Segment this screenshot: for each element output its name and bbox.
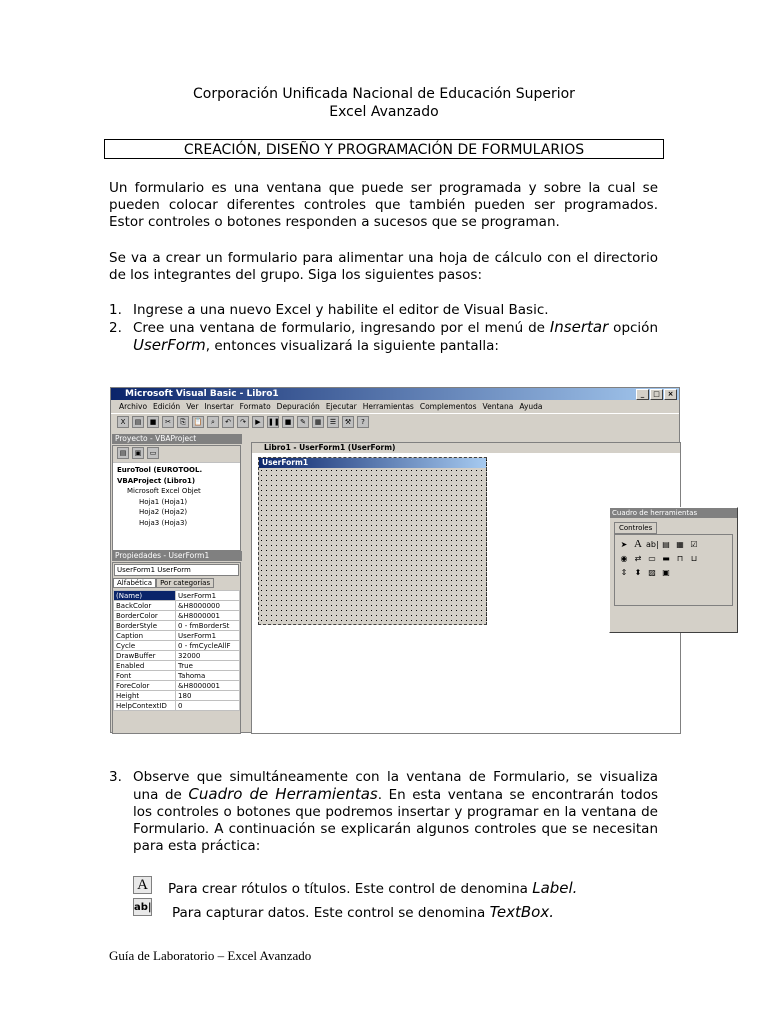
property-row[interactable] [114, 631, 240, 641]
find-icon[interactable]: ⌕ [207, 416, 219, 428]
property-row[interactable] [114, 661, 240, 671]
help-icon[interactable]: ? [357, 416, 369, 428]
property-row[interactable] [114, 591, 240, 601]
step-3-number: 3. [109, 769, 122, 785]
property-row[interactable] [114, 681, 240, 691]
menu-ver[interactable]: Ver [186, 402, 199, 411]
property-row[interactable] [114, 601, 240, 611]
menu-ayuda[interactable]: Ayuda [519, 402, 543, 411]
document-area [251, 442, 698, 734]
object-selector[interactable]: UserForm1 UserForm [114, 564, 239, 576]
toolbox-window [609, 507, 738, 633]
properties-window [112, 562, 241, 734]
property-name[interactable]: BackColor [114, 601, 176, 611]
tree-item[interactable]: Hoja2 (Hoja2) [139, 508, 188, 516]
tree-item[interactable]: Microsoft Excel Objet [127, 487, 201, 495]
vbe-toolbar [111, 413, 679, 429]
properties-table [113, 590, 240, 711]
design-icon[interactable]: ✎ [297, 416, 309, 428]
properties-icon[interactable]: ☰ [327, 416, 339, 428]
menu-archivo[interactable]: Archivo [119, 402, 148, 411]
project-explorer [112, 445, 241, 551]
intro-paragraph: Un formulario es una ventana que puede ser programada y sobre la cual se pueden colocar diferentes controles que también pueden ser programados. Estor controles o botones responden a sucesos que se programan. [109, 180, 658, 230]
property-value[interactable]: UserForm1 [176, 631, 240, 641]
view-object-icon[interactable]: ▣ [132, 447, 144, 459]
property-name[interactable]: Enabled [114, 661, 176, 671]
instructions-paragraph: Se va a crear un formulario para alimentar una hoja de cálculo con el directorio de los integrantes del grupo. Siga los siguientes pasos: [109, 250, 658, 283]
vbe-screenshot [110, 387, 698, 733]
tree-item[interactable]: Hoja3 (Hoja3) [139, 518, 188, 527]
undo-icon[interactable]: ↶ [222, 416, 234, 428]
textbox-control-description: Para capturar datos. Este control se denomina TextBox. [172, 903, 555, 921]
property-row[interactable] [114, 621, 240, 631]
section-title: CREACIÓN, DISEÑO Y PROGRAMACIÓN DE FORMULARIOS [104, 139, 664, 159]
redo-icon[interactable]: ↷ [237, 416, 249, 428]
minimize-icon[interactable]: _ [636, 389, 649, 400]
label-tool-icon[interactable]: A [634, 538, 642, 550]
spinbutton-tool-icon[interactable]: ⬍ [634, 568, 642, 577]
label-control-icon: A [133, 876, 152, 894]
multipage-tool-icon[interactable]: ⊔ [690, 554, 698, 563]
project-explorer-icon[interactable]: ▦ [312, 416, 324, 428]
step-2-number: 2. [109, 320, 122, 336]
property-row[interactable] [114, 611, 240, 621]
tabstrip-tool-icon[interactable]: ⊓ [676, 554, 684, 563]
property-name[interactable]: DrawBuffer [114, 651, 176, 661]
label-control-description: Para crear rótulos o títulos. Este control de denomina Label. [168, 879, 578, 897]
pause-icon[interactable]: ❚❚ [268, 417, 280, 426]
property-row[interactable] [114, 691, 240, 701]
step-2-text: Cree una ventana de formulario, ingresando por el menú de Insertar opción UserForm, entonces visualizará la siguiente pantalla: [133, 318, 658, 354]
menu-herramientas[interactable]: Herramientas [362, 402, 414, 411]
menu-insertar[interactable]: Insertar [204, 402, 234, 411]
save-icon[interactable]: ■ [147, 416, 159, 428]
tab-por-categorias[interactable]: Por categorías [156, 578, 214, 588]
pointer-icon[interactable]: ➤ [620, 540, 628, 549]
property-name[interactable]: (Name) [114, 591, 176, 601]
step-1-number: 1. [109, 302, 122, 318]
insert-icon[interactable]: ▤ [132, 416, 144, 428]
maximize-icon[interactable]: □ [650, 389, 663, 400]
course-title: Excel Avanzado [329, 104, 439, 120]
property-value[interactable]: 0 - fmBorderSt [176, 621, 240, 631]
property-value[interactable]: &H8000001 [176, 681, 240, 691]
refedit-tool-icon[interactable]: ▣ [662, 568, 670, 577]
vbe-title-bar: Microsoft Visual Basic - Libro1 _ □ × [111, 388, 679, 400]
togglebutton-tool-icon[interactable]: ⇄ [634, 554, 642, 563]
userform-title: UserForm1 [259, 458, 486, 468]
property-value[interactable]: 0 [176, 701, 240, 711]
combobox-tool-icon[interactable]: ▤ [662, 540, 670, 549]
optionbutton-tool-icon[interactable]: ◉ [620, 554, 628, 563]
folder-icon[interactable]: ▭ [147, 447, 159, 459]
property-value[interactable]: UserForm1 [176, 591, 240, 601]
cut-icon[interactable]: ✂ [162, 416, 174, 428]
properties-pane-title: Propiedades - UserForm1 [112, 551, 242, 561]
step-3-text: Observe que simultáneamente con la ventana de Formulario, se visualiza una de Cuadro de Herramientas. En esta ventana se encontrarán todos los controles o botones que podremos insertar y programar en la ventana de Formulario. A continuación se explicarán algunos controles que se necesitan para esta práctica: [133, 769, 659, 854]
property-row[interactable] [114, 641, 240, 651]
copy-icon[interactable]: ⎘ [177, 416, 189, 428]
menu-complementos[interactable]: Complementos [419, 402, 477, 411]
scrollbar-tool-icon[interactable]: ⇕ [620, 568, 628, 577]
excel-icon[interactable]: X [117, 416, 129, 428]
menu-ejecutar[interactable]: Ejecutar [325, 402, 357, 411]
toolbox-icon[interactable]: ⚒ [342, 416, 354, 428]
institution-title: Corporación Unificada Nacional de Educación Superior [193, 86, 575, 102]
property-name[interactable]: HelpContextID [114, 701, 176, 711]
vbe-menu-bar [111, 400, 679, 413]
textbox-control-icon: ab| [133, 898, 152, 916]
toolbox-title: Cuadro de herramientas [610, 508, 737, 518]
property-name[interactable]: BorderStyle [114, 621, 176, 631]
property-name[interactable]: BorderColor [114, 611, 176, 621]
step-1-text: Ingrese a una nuevo Excel y habilite el editor de Visual Basic. [133, 302, 549, 318]
property-row[interactable] [114, 651, 240, 661]
listbox-tool-icon[interactable]: ▦ [676, 540, 684, 549]
project-pane-title: Proyecto - VBAProject [112, 434, 242, 444]
tree-item[interactable]: Hoja1 (Hoja1) [139, 497, 188, 506]
document-window-title: Libro1 - UserForm1 (UserForm) [252, 443, 680, 453]
tree-item[interactable]: EuroTool (EUROTOOL. [117, 466, 203, 474]
property-value[interactable]: &H8000000 [176, 601, 240, 611]
toolbox-tab-controles[interactable]: Controles [614, 522, 657, 534]
property-value[interactable]: 32000 [176, 651, 240, 661]
menu-depuracion[interactable]: Depuración [276, 402, 320, 411]
userform-canvas[interactable] [258, 457, 487, 625]
property-name[interactable]: Cycle [114, 641, 176, 651]
tree-item[interactable]: VBAProject (Libro1) [117, 476, 196, 485]
textbox-tool-icon[interactable]: ab| [646, 540, 659, 549]
menu-formato[interactable]: Formato [239, 402, 271, 411]
view-code-icon[interactable]: ▤ [117, 447, 129, 459]
property-value[interactable]: True [176, 661, 240, 671]
property-value[interactable]: 180 [176, 691, 240, 701]
checkbox-tool-icon[interactable]: ☑ [690, 540, 698, 549]
page-footer: Guía de Laboratorio – Excel Avanzado [109, 948, 312, 963]
tab-alfabetica[interactable]: Alfabética [113, 578, 156, 588]
paste-icon[interactable]: 📋 [193, 417, 203, 426]
property-row[interactable] [114, 701, 240, 711]
image-tool-icon[interactable]: ▨ [648, 568, 656, 577]
property-value[interactable]: Tahoma [176, 671, 240, 681]
menu-ventana[interactable]: Ventana [482, 402, 514, 411]
property-row[interactable] [114, 671, 240, 681]
stop-icon[interactable]: ■ [282, 416, 294, 428]
property-name[interactable]: Font [114, 671, 176, 681]
close-icon[interactable]: × [664, 389, 677, 400]
property-name[interactable]: Caption [114, 631, 176, 641]
property-value[interactable]: 0 - fmCycleAllF [176, 641, 240, 651]
property-name[interactable]: ForeColor [114, 681, 176, 691]
property-name[interactable]: Height [114, 691, 176, 701]
property-value[interactable]: &H8000001 [176, 611, 240, 621]
run-icon[interactable]: ▶ [252, 416, 264, 428]
commandbutton-tool-icon[interactable]: ▬ [662, 554, 670, 563]
frame-tool-icon[interactable]: ▭ [648, 554, 656, 563]
menu-edicion[interactable]: Edición [153, 402, 181, 411]
